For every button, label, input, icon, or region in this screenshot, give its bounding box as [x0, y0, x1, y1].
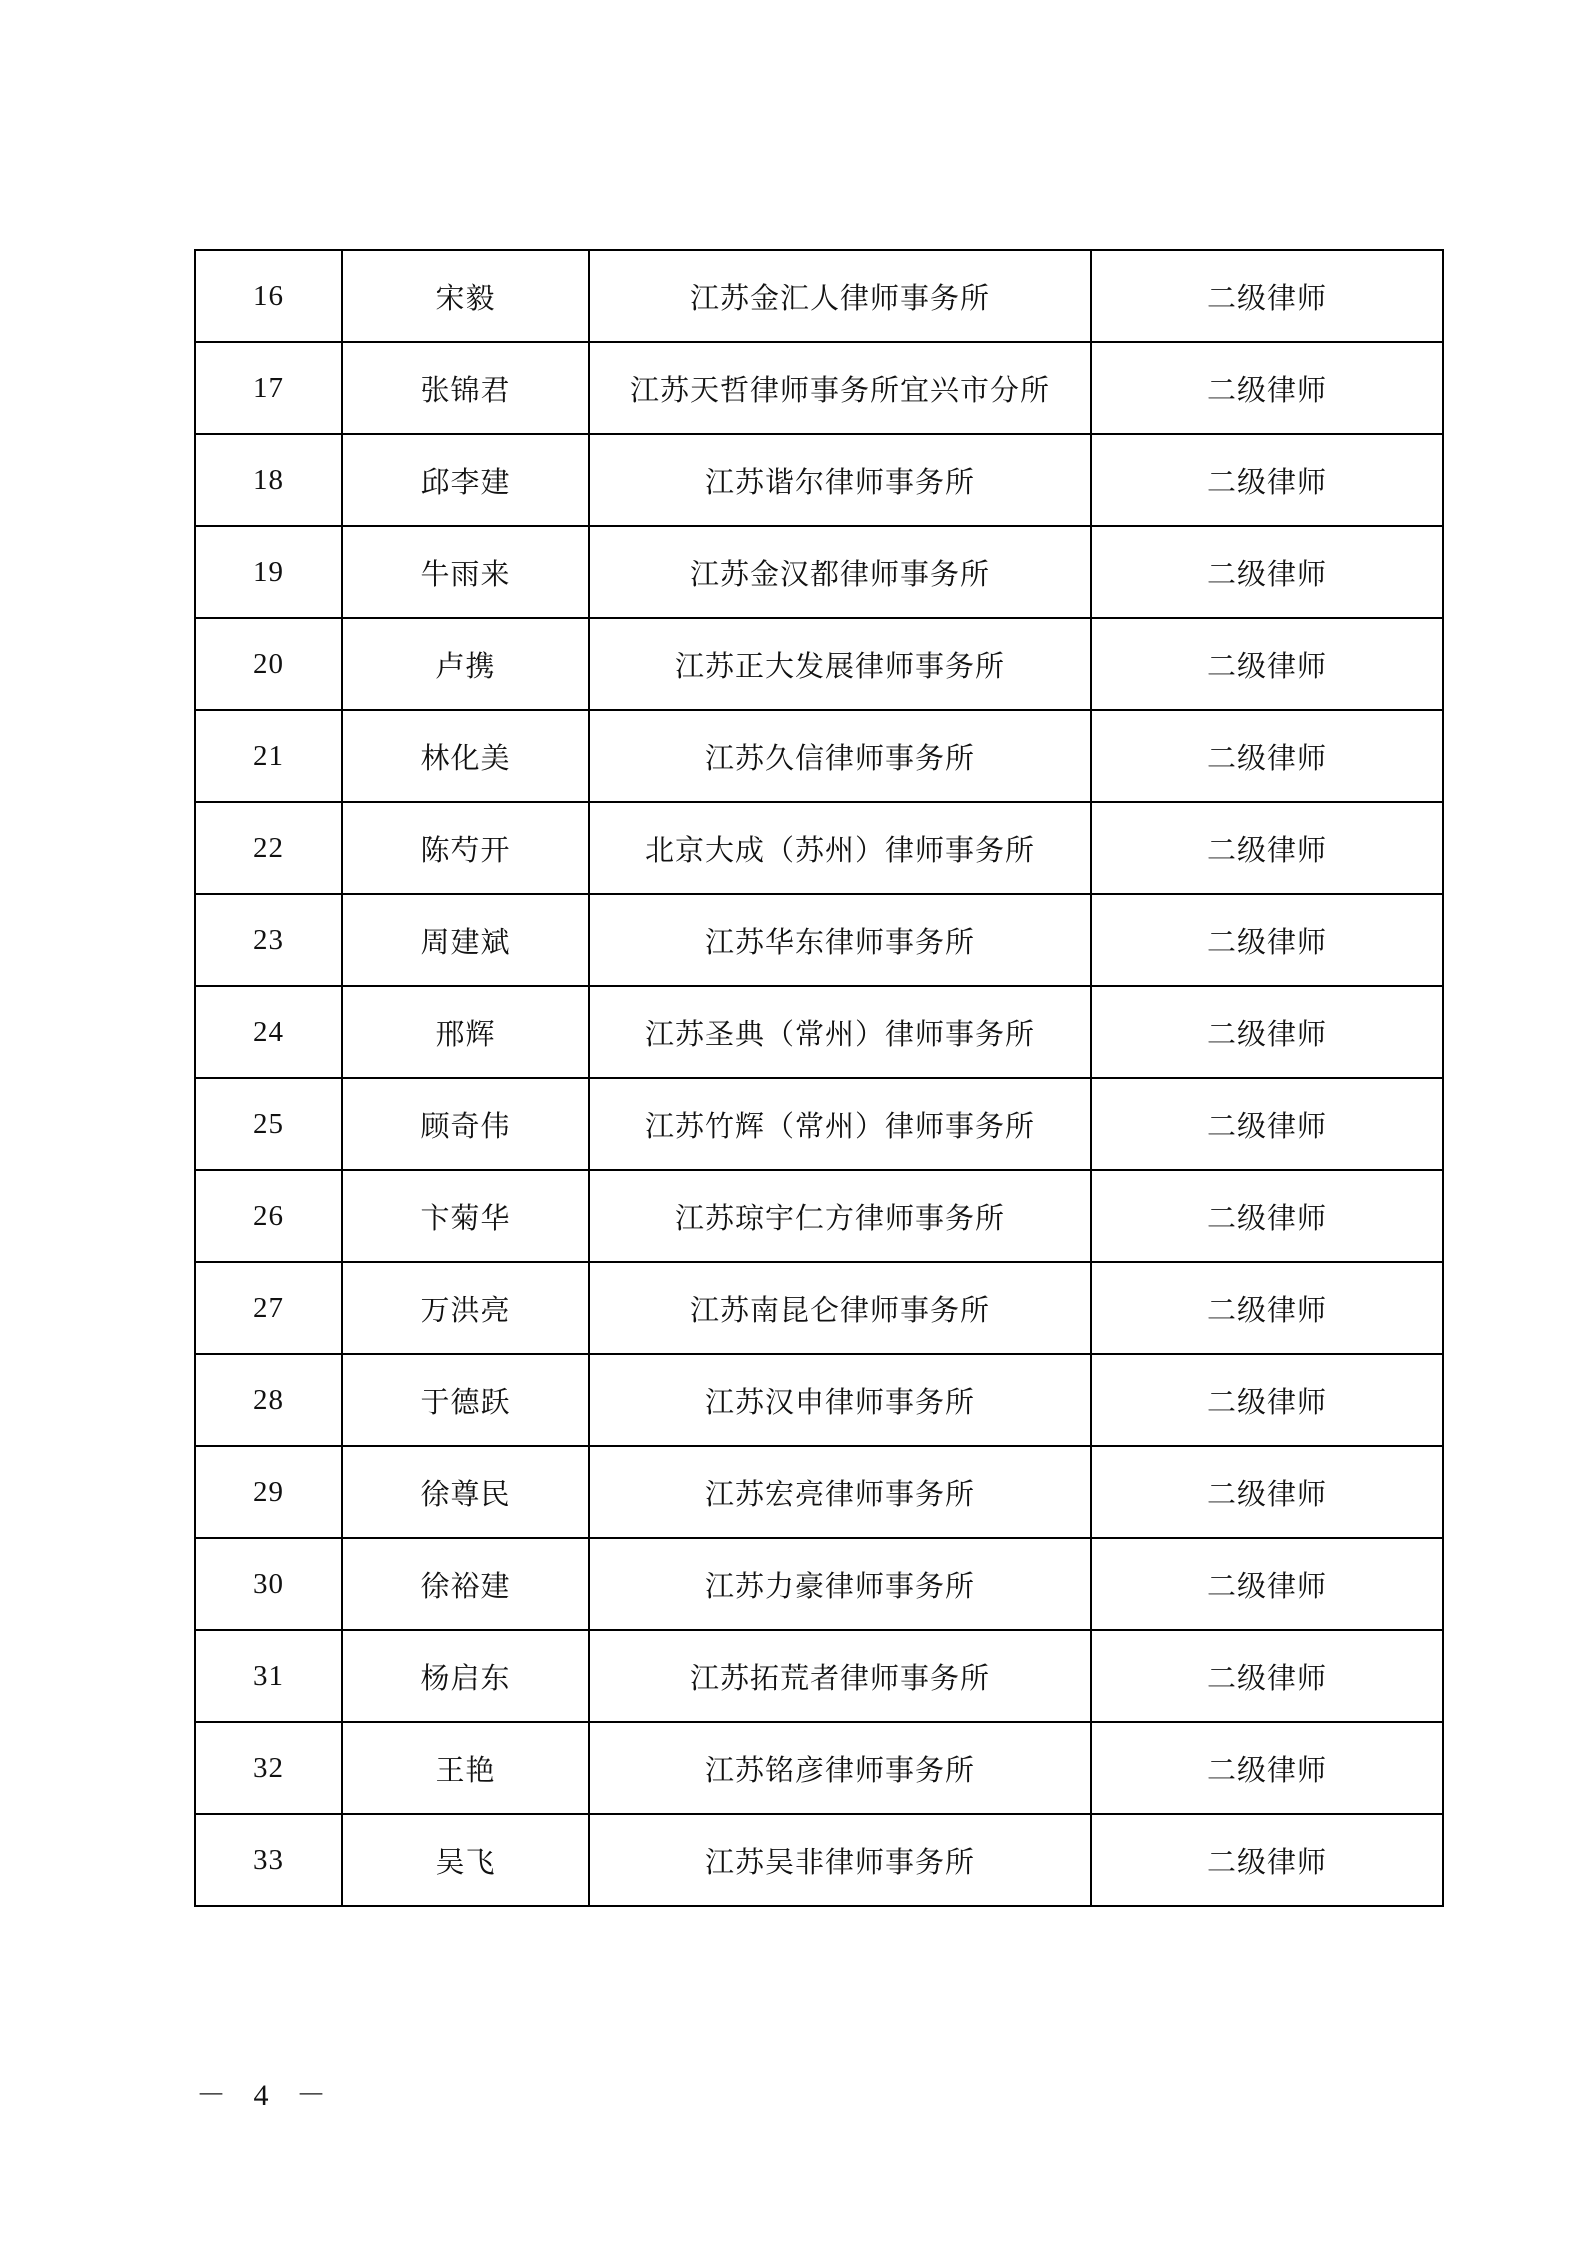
lawyer-name: 杨启东 [342, 1630, 589, 1722]
law-firm: 江苏吴非律师事务所 [589, 1814, 1091, 1906]
law-firm: 江苏南昆仑律师事务所 [589, 1262, 1091, 1354]
row-number: 31 [195, 1630, 342, 1722]
lawyer-name: 卞菊华 [342, 1170, 589, 1262]
lawyer-level: 二级律师 [1091, 1078, 1443, 1170]
lawyer-level: 二级律师 [1091, 986, 1443, 1078]
row-number: 32 [195, 1722, 342, 1814]
law-firm: 江苏力豪律师事务所 [589, 1538, 1091, 1630]
lawyer-name: 牛雨来 [342, 526, 589, 618]
lawyer-level: 二级律师 [1091, 1446, 1443, 1538]
lawyer-level: 二级律师 [1091, 526, 1443, 618]
lawyer-level: 二级律师 [1091, 1262, 1443, 1354]
lawyer-name: 宋毅 [342, 250, 589, 342]
lawyer-level: 二级律师 [1091, 618, 1443, 710]
table-row [195, 434, 1443, 526]
law-firm: 江苏天哲律师事务所宜兴市分所 [589, 342, 1091, 434]
lawyer-level: 二级律师 [1091, 434, 1443, 526]
lawyer-level: 二级律师 [1091, 710, 1443, 802]
lawyer-level: 二级律师 [1091, 1354, 1443, 1446]
lawyer-name: 周建斌 [342, 894, 589, 986]
row-number: 22 [195, 802, 342, 894]
law-firm: 江苏久信律师事务所 [589, 710, 1091, 802]
law-firm: 江苏竹辉（常州）律师事务所 [589, 1078, 1091, 1170]
lawyer-name: 陈芍开 [342, 802, 589, 894]
law-firm: 江苏铭彦律师事务所 [589, 1722, 1091, 1814]
lawyer-name: 吴飞 [342, 1814, 589, 1906]
table-row [195, 1262, 1443, 1354]
row-number: 21 [195, 710, 342, 802]
law-firm: 江苏拓荒者律师事务所 [589, 1630, 1091, 1722]
lawyer-name: 徐尊民 [342, 1446, 589, 1538]
law-firm: 北京大成（苏州）律师事务所 [589, 802, 1091, 894]
lawyer-level: 二级律师 [1091, 1170, 1443, 1262]
table-row [195, 1078, 1443, 1170]
law-firm: 江苏汉申律师事务所 [589, 1354, 1091, 1446]
law-firm: 江苏金汇人律师事务所 [589, 250, 1091, 342]
law-firm: 江苏正大发展律师事务所 [589, 618, 1091, 710]
lawyer-level: 二级律师 [1091, 802, 1443, 894]
row-number: 26 [195, 1170, 342, 1262]
lawyer-level: 二级律师 [1091, 1814, 1443, 1906]
lawyer-name: 顾奇伟 [342, 1078, 589, 1170]
lawyer-name: 张锦君 [342, 342, 589, 434]
lawyer-name: 万洪亮 [342, 1262, 589, 1354]
table-row [195, 710, 1443, 802]
lawyer-name: 于德跃 [342, 1354, 589, 1446]
lawyer-level: 二级律师 [1091, 250, 1443, 342]
roster-body [195, 250, 1443, 1906]
law-firm: 江苏宏亮律师事务所 [589, 1446, 1091, 1538]
table-row [195, 618, 1443, 710]
table-row [195, 894, 1443, 986]
lawyer-name: 邢辉 [342, 986, 589, 1078]
row-number: 30 [195, 1538, 342, 1630]
table-row [195, 1538, 1443, 1630]
table-row [195, 802, 1443, 894]
law-firm: 江苏谐尔律师事务所 [589, 434, 1091, 526]
table-row [195, 1170, 1443, 1262]
row-number: 25 [195, 1078, 342, 1170]
law-firm: 江苏圣典（常州）律师事务所 [589, 986, 1091, 1078]
row-number: 20 [195, 618, 342, 710]
lawyer-name: 徐裕建 [342, 1538, 589, 1630]
page-number: － 4 － [196, 2079, 336, 2112]
lawyer-level: 二级律师 [1091, 1538, 1443, 1630]
table-row [195, 250, 1443, 342]
row-number: 27 [195, 1262, 342, 1354]
row-number: 24 [195, 986, 342, 1078]
row-number: 28 [195, 1354, 342, 1446]
table-row [195, 526, 1443, 618]
lawyer-level: 二级律师 [1091, 342, 1443, 434]
table-row [195, 986, 1443, 1078]
row-number: 16 [195, 250, 342, 342]
row-number: 33 [195, 1814, 342, 1906]
row-number: 17 [195, 342, 342, 434]
lawyer-level: 二级律师 [1091, 1722, 1443, 1814]
lawyer-level: 二级律师 [1091, 894, 1443, 986]
law-firm: 江苏华东律师事务所 [589, 894, 1091, 986]
table-row [195, 1814, 1443, 1906]
row-number: 23 [195, 894, 342, 986]
lawyer-name: 林化美 [342, 710, 589, 802]
lawyer-level: 二级律师 [1091, 1630, 1443, 1722]
row-number: 18 [195, 434, 342, 526]
table-row [195, 342, 1443, 434]
table-row [195, 1722, 1443, 1814]
lawyer-name: 王艳 [342, 1722, 589, 1814]
table-row [195, 1630, 1443, 1722]
lawyer-name: 卢携 [342, 618, 589, 710]
table-row [195, 1446, 1443, 1538]
table-row [195, 1354, 1443, 1446]
lawyer-name: 邱李建 [342, 434, 589, 526]
row-number: 29 [195, 1446, 342, 1538]
lawyer-roster-table [194, 249, 1444, 1907]
row-number: 19 [195, 526, 342, 618]
law-firm: 江苏琼宇仁方律师事务所 [589, 1170, 1091, 1262]
law-firm: 江苏金汉都律师事务所 [589, 526, 1091, 618]
